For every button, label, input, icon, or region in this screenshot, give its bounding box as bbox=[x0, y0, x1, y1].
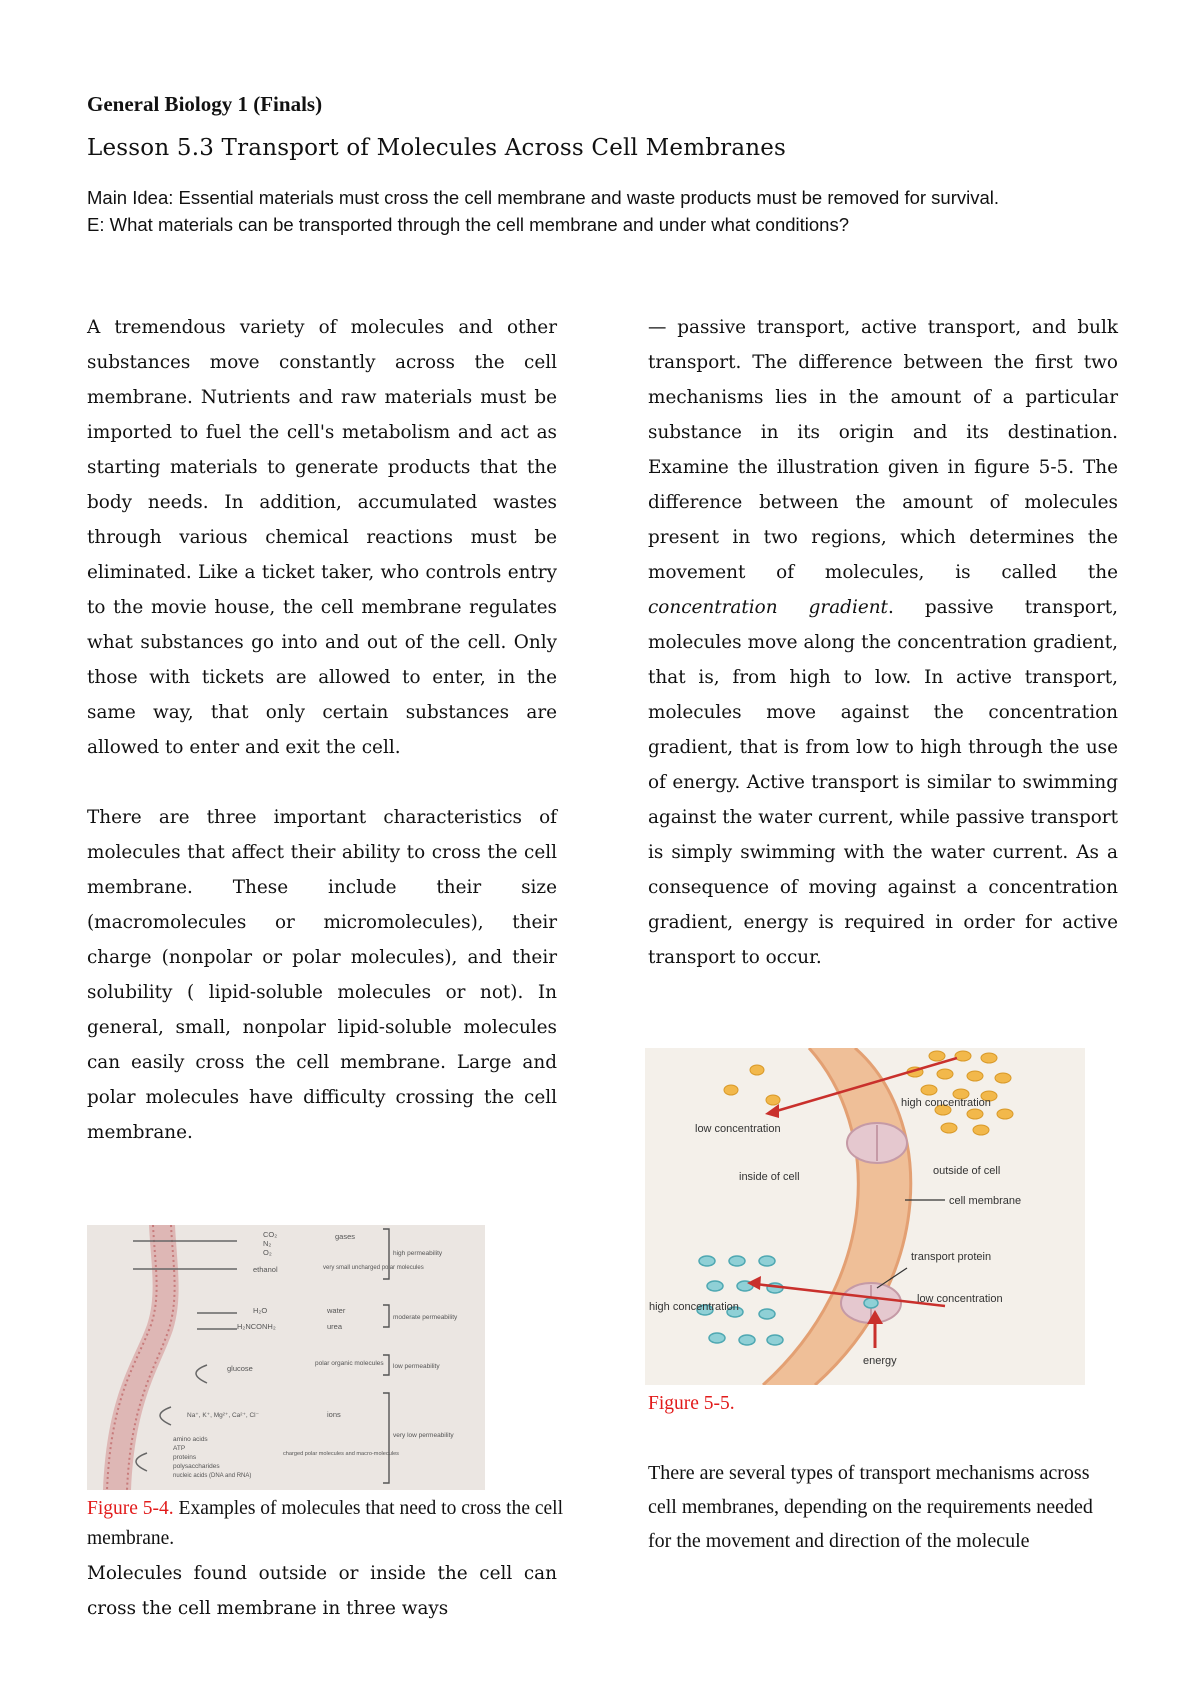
course-title: General Biology 1 (Finals) bbox=[87, 92, 323, 116]
main-idea-block bbox=[87, 184, 1117, 238]
fig4-label-atp: ATP bbox=[173, 1445, 186, 1452]
fig4-label-o2: O₂ bbox=[263, 1248, 272, 1257]
fig4-label-low-perm: low permeability bbox=[393, 1363, 440, 1370]
fig5-label-cell-membrane: cell membrane bbox=[949, 1195, 1022, 1207]
fig5-label-high-conc-bottom: high concentration bbox=[649, 1301, 739, 1313]
fig4-label-amino-acids: amino acids bbox=[173, 1436, 208, 1443]
figure-5-4-svg bbox=[87, 1225, 485, 1490]
figure-5-4-caption-text: Examples of molecules that need to cross the cell membrane. bbox=[87, 1498, 563, 1549]
fig5-label-transport-protein: transport protein bbox=[911, 1251, 992, 1263]
lesson-title: Lesson 5.3 Transport of Molecules Across Cell Membranes bbox=[87, 135, 787, 161]
figure-5-5-label: Figure 5-5. bbox=[648, 1393, 735, 1414]
left-paragraph-2: There are three important characteristics of molecules that affect their ability to cross the cell membrane. These include their size (macromolecules or micromolecules), their charge (nonpolar or polar molecules), and their solubility ( lipid-soluble molecules or not). In general, small, nonpolar lipid-soluble molecules can easily cross the cell membrane. Large and polar molecules have difficulty crossing the cell membrane. bbox=[87, 807, 557, 1143]
fig4-label-nucleic-acids: nucleic acids (DNA and RNA) bbox=[173, 1473, 252, 1479]
right-paragraph-2-text: There are several types of transport mechanisms across cell membranes, depending on the requirements needed for the movement and direction of the molecule bbox=[648, 1462, 1093, 1552]
fig4-label-polar-organic: polar organic molecules bbox=[315, 1360, 384, 1367]
fig4-label-small-uncharged: very small uncharged polar molecules bbox=[323, 1265, 424, 1271]
concentration-gradient-term: concentration gradient bbox=[648, 597, 888, 618]
right-column bbox=[648, 310, 1118, 975]
fig4-label-ions-formula: Na⁺, K⁺, Mg²⁺, Ca²⁺, Cl⁻ bbox=[187, 1412, 260, 1419]
fig5-label-low-conc-top: low concentration bbox=[695, 1123, 781, 1135]
figure-5-4-image bbox=[87, 1225, 485, 1490]
fig4-label-ethanol: ethanol bbox=[253, 1265, 278, 1274]
fig4-label-high-perm: high permeability bbox=[393, 1250, 443, 1257]
fig4-label-urea-formula: H₂NCONH₂ bbox=[237, 1322, 276, 1331]
fig4-label-polysaccharides: polysaccharides bbox=[173, 1463, 220, 1470]
left-paragraph-1: A tremendous variety of molecules and other substances move constantly across the cell membrane. Nutrients and raw materials must be imported to fuel the cell's metabolism and act as starting materials to generate products that the body needs. In addition, accumulated wastes through various chemical reactions must be eliminated. Like a ticket taker, who controls entry to the movie house, the cell membrane regulates what substances go into and out of the cell. Only those with tickets are allowed to enter, in the same way, that only certain substances are allowed to enter and exit the cell. bbox=[87, 317, 557, 758]
fig4-label-moderate-perm: moderate permeability bbox=[393, 1314, 458, 1321]
figure-5-5-caption bbox=[648, 1389, 1118, 1419]
right-paragraph-1 bbox=[648, 310, 1118, 975]
fig4-label-proteins: proteins bbox=[173, 1454, 197, 1461]
figure-5-4-caption bbox=[87, 1494, 567, 1554]
fig5-label-inside-cell: inside of cell bbox=[739, 1171, 800, 1183]
figure-5-5-svg bbox=[645, 1048, 1085, 1385]
right-paragraph-1-start: — passive transport, active transport, and bulk transport. The difference between the first two mechanisms lies in the amount of a particular substance in its origin and its destination. Examine the illustration given in figure 5-5. The difference between the amount of molecules present in two regions, which determines the movement of molecules, is called the bbox=[648, 317, 1118, 583]
right-paragraph-1-end: . passive transport, molecules move along the concentration gradient, that is, from high to low. In active transport, molecules move against the concentration gradient, that is from low to high through the use of energy. Active transport is similar to swimming against the water current, while passive transport is simply swimming with the water current. As a consequence of moving against a concentration gradient, energy is required in order for active transport to occur. bbox=[648, 597, 1118, 968]
left-column bbox=[87, 310, 557, 1150]
fig5-label-outside-cell: outside of cell bbox=[933, 1165, 1001, 1177]
essential-question: E: What materials can be transported through the cell membrane and under what conditions? bbox=[87, 214, 850, 235]
figure-5-5-image bbox=[645, 1048, 1085, 1385]
left-paragraph-3-text: Molecules found outside or inside the cell can cross the cell membrane in three ways bbox=[87, 1563, 557, 1619]
fig5-label-energy: energy bbox=[863, 1355, 897, 1367]
fig5-label-high-conc-top: high concentration bbox=[901, 1097, 991, 1109]
fig4-label-h2o: H₂O bbox=[253, 1306, 268, 1315]
fig4-label-urea: urea bbox=[327, 1322, 343, 1331]
fig4-label-glucose: glucose bbox=[227, 1364, 253, 1373]
fig4-label-water: water bbox=[327, 1306, 346, 1315]
fig4-label-n2: N₂ bbox=[263, 1239, 272, 1248]
fig4-label-charged-polar: charged polar molecules and macro-molecules bbox=[283, 1451, 399, 1457]
fig5-label-low-conc-bottom: low concentration bbox=[917, 1293, 1003, 1305]
left-paragraph-3 bbox=[87, 1556, 557, 1626]
figure-5-4-label: Figure 5-4. bbox=[87, 1498, 174, 1519]
main-idea-text: Main Idea: Essential materials must cross the cell membrane and waste products must be removed for survival. bbox=[87, 187, 1000, 208]
fig4-label-gases: gases bbox=[335, 1232, 356, 1241]
fig4-label-co2: CO₂ bbox=[263, 1230, 278, 1239]
fig4-label-very-low-perm: very low permeability bbox=[393, 1432, 454, 1439]
right-paragraph-2 bbox=[648, 1456, 1118, 1558]
fig4-label-ions: ions bbox=[327, 1410, 341, 1419]
